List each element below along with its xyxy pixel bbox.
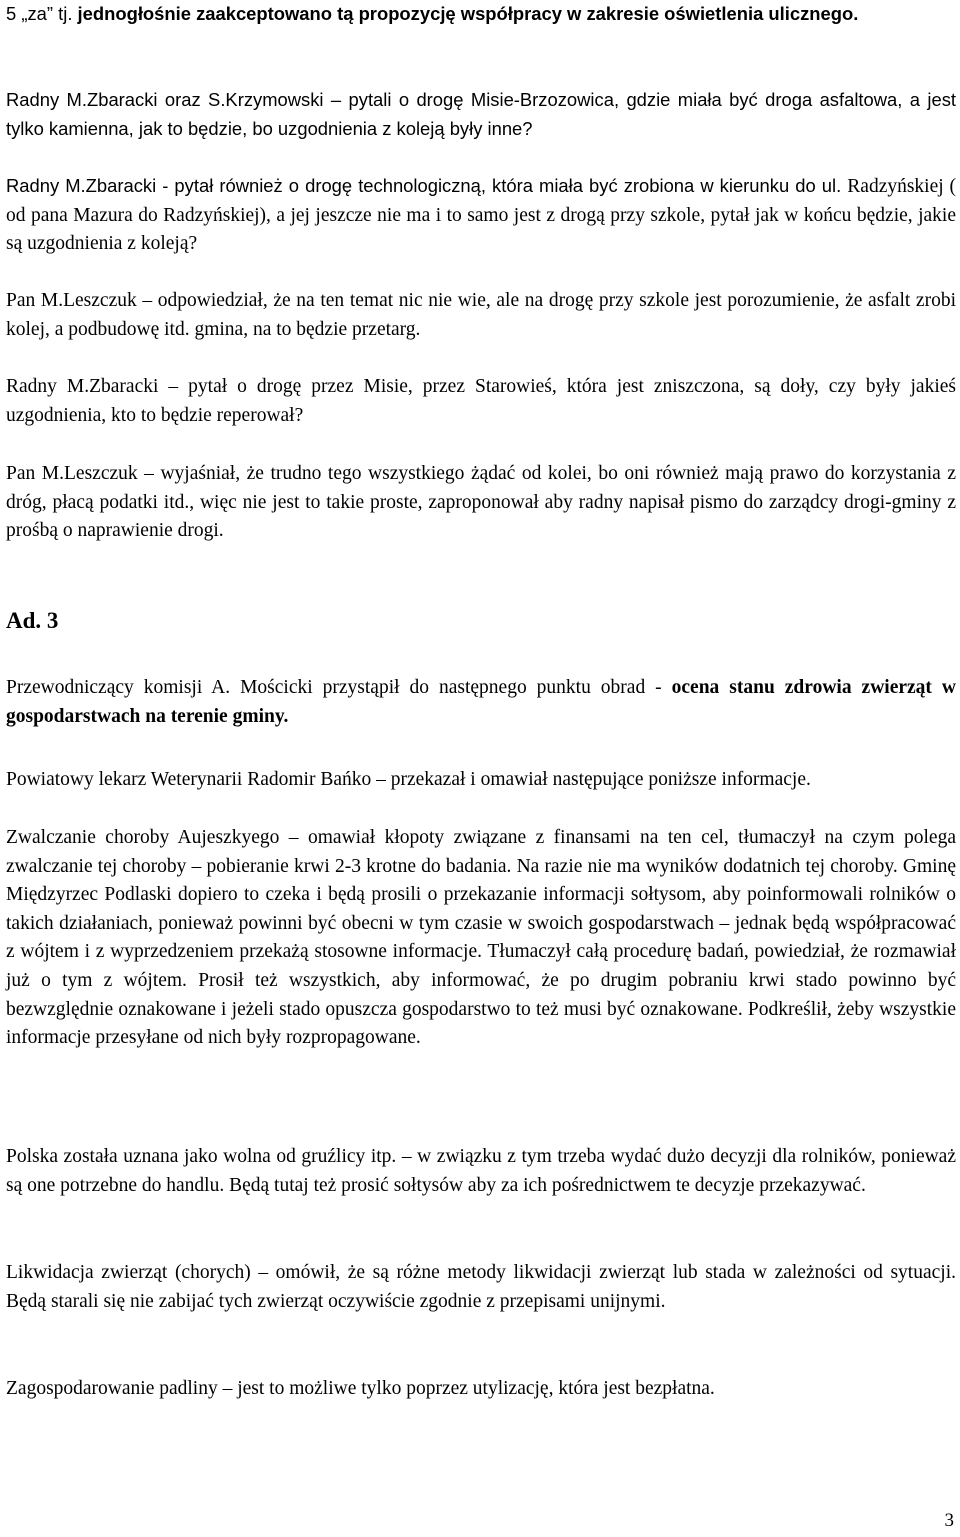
agenda-topic-bold: ocena stanu zdrowia zwierząt w gospodarstwach na terenie gminy. (6, 677, 956, 727)
vote-result-bold: jednogłośnie zaakceptowano tą propozycję współpracy w zakresie oświetlenia ulicznego. (77, 3, 859, 24)
paragraph-carcass: Zagospodarowanie padliny – jest to możliwe tylko poprzez utylizację, która jest bezpłatna. (6, 1378, 715, 1399)
chairman-intro: Przewodniczący komisji A. Mościcki przystąpił do następnego punktu obrad - (6, 677, 672, 698)
paragraph-aujeszky: Zwalczanie choroby Aujeszkyego – omawiał kłopoty związane z finansami na ten cel, tłumaczył na czym polega zwalczanie tej choroby – pobieranie krwi 2-3 krotne do badania. Na razie nie ma wyników dodatnich tej choroby. Gminę Międzyrzec Podlaski dopiero to czeka i będą prosili o przekazanie informacji sołtysom, aby poinformowali rolników o takich działaniach, ponieważ powinni być obecni w tym czasie w swoich gospodarstwach – jednak będą współpracować z wójtem i z wyprzedzeniem przekażą stosowne informacje. Tłumaczył całą procedurę badań, powiedział, że rozmawiał już o tym z wójtem. Prosił też wszystkich, aby informować, że po drugim pobraniu krwi stado powinno być bezwzględnie oznakowane i jeżeli stado opuszcza gospodarstwo to też musi być oznakowane. Podkreślił, żeby wszystkie informacje przesyłane od nich były rozpropagowane. (6, 827, 956, 1049)
technological-road-part1: Radny M.Zbaracki - pytał również o drogę technologiczną, która miała być zrobiona w kierunku do ul. (6, 175, 848, 196)
section-heading: Ad. 3 (6, 608, 59, 633)
vote-count: 5 „za” tj. (6, 3, 78, 24)
paragraph-tuberculosis: Polska została uznana jako wolna od gruźlicy itp. – w związku z tym trzeba wydać dużo decyzji dla rolników, ponieważ są one potrzebne do handlu. Będą tutaj też prosić sołtysów aby za ich pośrednictwem te decyzje przekazywać. (6, 1146, 956, 1196)
paragraph-question-technological-road (6, 172, 956, 259)
paragraph-chairman (6, 674, 956, 731)
paragraph-vet-intro: Powiatowy lekarz Weterynarii Radomir Bańko – przekazał i omawiał następujące poniższe informacje. (6, 769, 811, 790)
paragraph-vote-result (6, 0, 956, 29)
paragraph-animal-liquidation: Likwidacja zwierząt (chorych) – omówił, że są różne metody likwidacji zwierząt lub stada w zależności od sytuacji. Będą starali się nie zabijać tych zwierząt oczywiście zgodnie z przepisami unijnymi. (6, 1262, 956, 1312)
paragraph-question-misie-brzozowica: Radny M.Zbaracki oraz S.Krzymowski – pytali o drogę Misie-Brzozowica, gdzie miała być droga asfaltowa, a jest tylko kamienna, jak to będzie, bo uzgodnienia z koleją były inne? (6, 89, 956, 139)
page-number: 3 (944, 1510, 954, 1531)
paragraph-question-starowies: Radny M.Zbaracki – pytał o drogę przez Misie, przez Starowieś, która jest zniszczona, są doły, czy były jakieś uzgodnienia, kto to będzie reperował? (6, 376, 956, 426)
technological-road-part2: Radzyńskiej ( od pana Mazura do Radzyńskiej), a jej jeszcze nie ma i to samo jest z drogą przy szkole, pytał jak w końcu będzie, jakie są uzgodnienia z koleją? (6, 176, 957, 255)
paragraph-answer-leszczuk-2: Pan M.Leszczuk – wyjaśniał, że trudno tego wszystkiego żądać od kolei, bo oni również mają prawo do korzystania z dróg, płacą podatki itd., więc nie jest to takie proste, zaproponował aby radny napisał pismo do zarządcy drogi-gminy z prośbą o naprawienie drogi. (6, 463, 956, 542)
paragraph-answer-leszczuk-1: Pan M.Leszczuk – odpowiedział, że na ten temat nic nie wie, ale na drogę przy szkole jest porozumienie, że asfalt zrobi kolej, a podbudowę itd. gmina, na to będzie przetarg. (6, 290, 956, 340)
